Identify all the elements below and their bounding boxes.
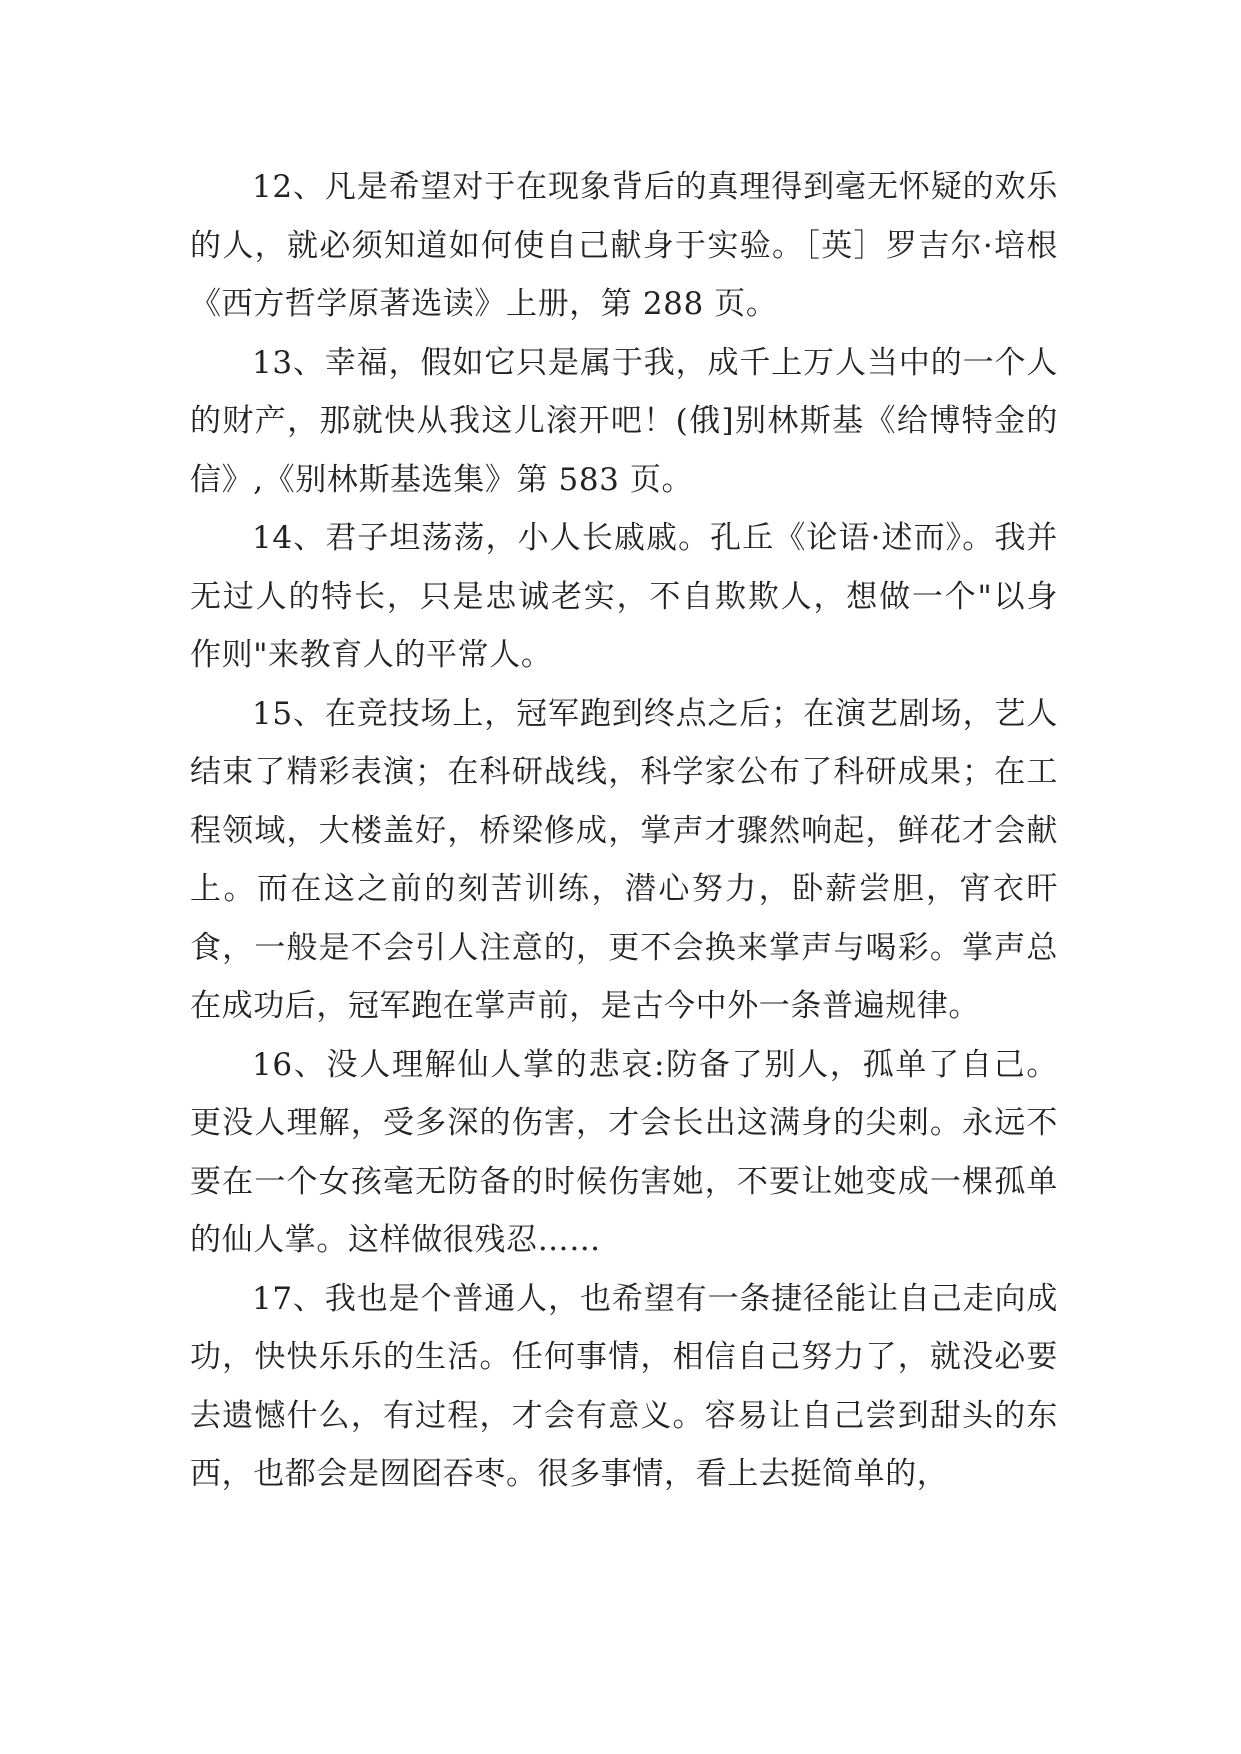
paragraph-13: 13、幸福，假如它只是属于我，成千上万人当中的一个人的财产，那就快从我这儿滚开吧！(俄]别林斯基《给博特金的信》,《别林斯基选集》第 583 页。 xyxy=(190,344,1058,498)
paragraph-15: 15、在竞技场上，冠军跑到终点之后；在演艺剧场，艺人结束了精彩表演；在科研战线，科学家公布了科研成果；在工程领域，大楼盖好，桥梁修成，掌声才骤然响起，鲜花才会献上。而在这之前的刻苦训练，潜心努力，卧薪尝胆，宵衣旰食，一般是不会引人注意的，更不会换来掌声与喝彩。掌声总在成功后，冠军跑在掌声前，是古今中外一条普遍规律。 xyxy=(190,695,1058,1024)
paragraph-17: 17、我也是个普通人，也希望有一条捷径能让自己走向成功，快快乐乐的生活。任何事情，相信自己努力了，就没必要去遗憾什么，有过程，才会有意义。容易让自己尝到甜头的东西，也都会是囫囵吞枣。很多事情，看上去挺简单的， xyxy=(190,1280,1058,1492)
paragraph-14: 14、君子坦荡荡，小人长戚戚。孔丘《论语·述而》。我并无过人的特长，只是忠诚老实，不自欺欺人，想做一个"以身作则"来教育人的平常人。 xyxy=(190,520,1058,673)
document-body xyxy=(190,158,1058,1504)
paragraph-16: 16、没人理解仙人掌的悲哀:防备了别人，孤单了自己。更没人理解，受多深的伤害，才会长出这满身的尖刺。永远不要在一个女孩毫无防备的时候伤害她，不要让她变成一棵孤单的仙人掌。这样做很残忍…… xyxy=(190,1046,1058,1258)
paragraph-12: 12、凡是希望对于在现象背后的真理得到毫无怀疑的欢乐的人，就必须知道如何使自己献身于实验。［英］罗吉尔·培根《西方哲学原著选读》上册，第 288 页。 xyxy=(190,169,1058,322)
